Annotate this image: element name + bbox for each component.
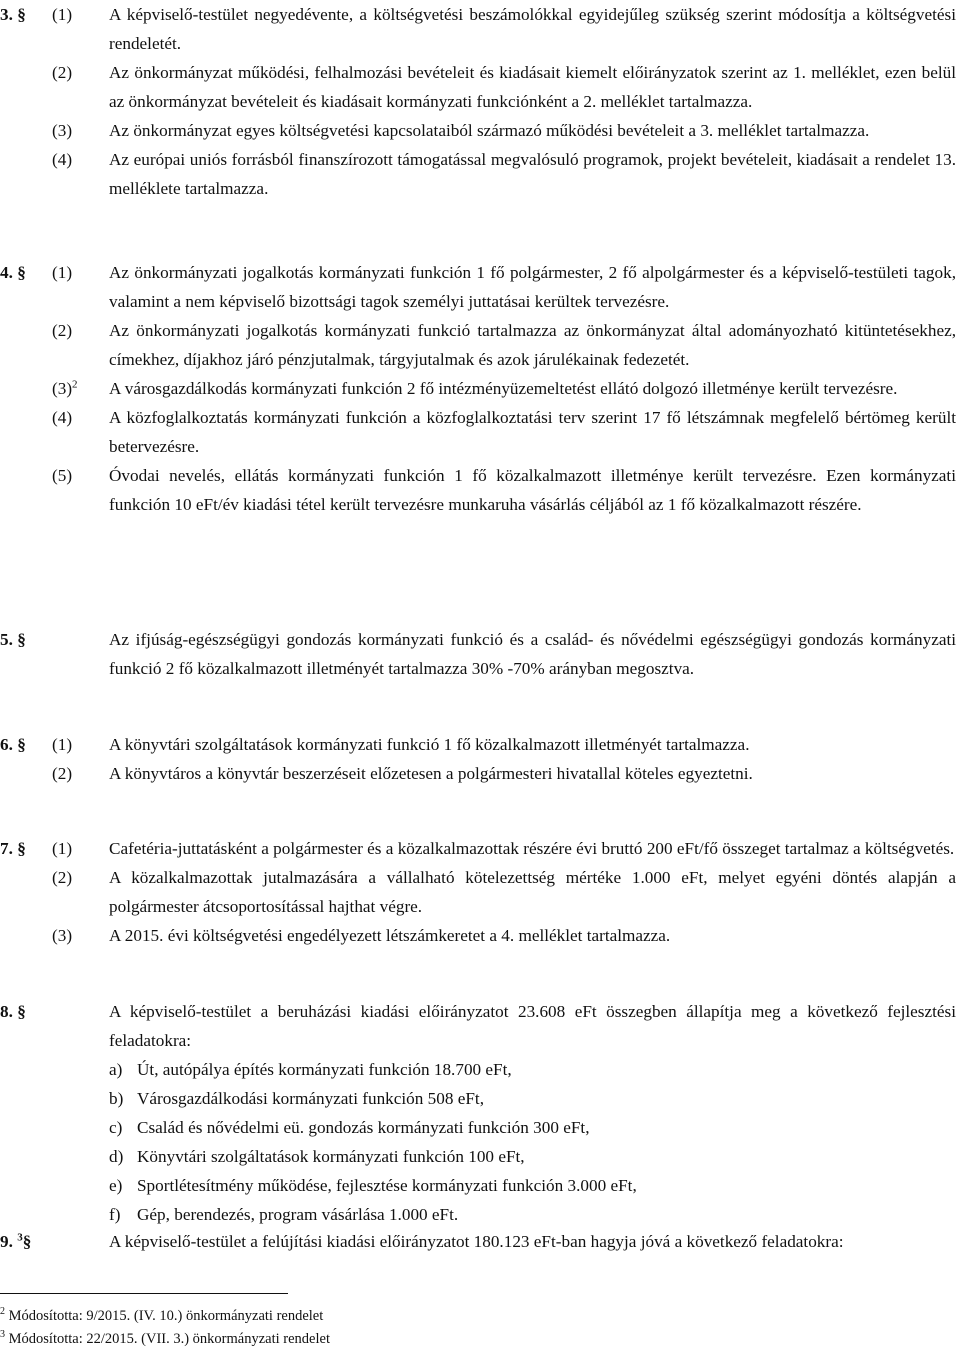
footnote-ref[interactable]: 2 (72, 378, 78, 391)
footnote-ref[interactable]: 3 (17, 1231, 23, 1244)
section-number: 9. $^3$§ (0, 1231, 32, 1251)
paragraph-number: (4) (52, 150, 73, 169)
paragraph (0, 625, 960, 683)
task-list (0, 1055, 960, 1229)
footnote-text: Módosította: 22/2015. (VII. 3.) önkormányzati rendelet (8, 1331, 330, 1347)
footnote (0, 1305, 330, 1328)
footnotes (0, 1305, 330, 1351)
paragraph (0, 997, 960, 1055)
paragraph (0, 116, 960, 145)
paragraph-text: Az önkormányzati jogalkotás kormányzati funkció tartalmazza az önkormányzat által adományozható kitüntetésekhez, címekhez, díjakhoz járó pénzjutalmak, tárgyjutalmak és azok járulékainak fedezetét. (109, 321, 956, 369)
list-item (109, 1142, 956, 1171)
list-text: Könyvtári szolgáltatások kormányzati funkción 100 eFt, (137, 1147, 525, 1166)
paragraph (0, 863, 960, 921)
section-7 (0, 834, 960, 950)
paragraph (0, 58, 960, 116)
paragraph (0, 759, 960, 788)
footnote-text: Módosította: 9/2015. (IV. 10.) önkormányzati rendelet (8, 1308, 324, 1324)
list-label: f) (109, 1205, 121, 1224)
paragraph-text: A képviselő-testület negyedévente, a költségvetési beszámolókkal egyidejűleg szükség szerint módosítja a költségvetési rendeletét. (109, 5, 956, 53)
paragraph-text: Cafetéria-juttatásként a polgármester és a közalkalmazottak részére évi bruttó 200 eFt/fő összeget tartalmaz a költségvetés. (109, 839, 955, 858)
paragraph-number: (5) (52, 466, 73, 485)
section-4 (0, 258, 960, 519)
paragraph-number: (2) (52, 63, 73, 82)
section-6 (0, 730, 960, 788)
list-item (109, 1113, 956, 1142)
footnote (0, 1328, 330, 1351)
list-text: Család és nővédelmi eü. gondozás kormányzati funkción 300 eFt, (137, 1118, 590, 1137)
list-label: b) (109, 1089, 124, 1108)
paragraph-number: (2) (52, 764, 73, 783)
section-number: 5. § (0, 630, 26, 649)
section-number: 7. § (0, 839, 26, 858)
paragraph (0, 921, 960, 950)
list-text: Sportlétesítmény működése, fejlesztése kormányzati funkción 3.000 eFt, (137, 1176, 637, 1195)
paragraph-number: (1) (52, 735, 73, 754)
paragraph-number: (1) (52, 5, 73, 24)
paragraph-number: (3) (52, 926, 73, 945)
section-3 (0, 0, 960, 203)
paragraph (0, 730, 960, 759)
paragraph-number: (3) (52, 121, 73, 140)
paragraph-text: A könyvtáros a könyvtár beszerzéseit előzetesen a polgármesteri hivatallal köteles egyeztetni. (109, 764, 753, 783)
section-number: 8. § (0, 1002, 26, 1021)
section-number: 3. § (0, 5, 26, 24)
paragraph-text: Az európai uniós forrásból finanszírozott támogatással megvalósuló programok, projekt bevételeit, kiadásait a rendelet 13. melléklete tartalmazza. (109, 150, 956, 198)
list-item (109, 1084, 956, 1113)
section-9 (0, 1227, 960, 1256)
footnote-number: 3 (0, 1329, 5, 1341)
paragraph (0, 0, 960, 58)
list-label: e) (109, 1176, 123, 1195)
paragraph-text: Az önkormányzati jogalkotás kormányzati funkción 1 fő polgármester, 2 fő alpolgármester és a képviselő-testületi tagok, valamint a nem képviselő bizottsági tagok személyi juttatásai kerültek tervezésre. (109, 263, 956, 311)
section-8 (0, 997, 960, 1229)
paragraph-text: Óvodai nevelés, ellátás kormányzati funkción 1 fő közalkalmazott illetménye került tervezésre. Ezen kormányzati funkción 10 eFt/év kiadási tétel került tervezésre munkaruha vásárlás céljából az 1 fő közalkalmazott részére. (109, 466, 956, 514)
paragraph (0, 316, 960, 374)
list-text: Út, autópálya építés kormányzati funkción 18.700 eFt, (137, 1060, 512, 1079)
paragraph-number: $(3)^2$ (52, 378, 78, 398)
list-text: Gép, berendezés, program vásárlása 1.000 eFt. (137, 1205, 459, 1224)
paragraph-text: Az önkormányzat egyes költségvetési kapcsolataiból származó működési bevételeit a 3. melléklet tartalmazza. (109, 121, 870, 140)
list-item (109, 1055, 956, 1084)
footnote-divider (0, 1293, 288, 1294)
footnote-number: 2 (0, 1306, 5, 1318)
list-label: d) (109, 1147, 124, 1166)
paragraph (0, 834, 960, 863)
paragraph-text: A 2015. évi költségvetési engedélyezett létszámkeretet a 4. melléklet tartalmazza. (109, 926, 671, 945)
paragraph-number: (1) (52, 263, 73, 282)
paragraph-text: A közfoglalkoztatás kormányzati funkción a közfoglalkoztatási terv szerint 17 fő létszámnak megfelelő bértömeg került betervezésre. (109, 408, 956, 456)
list-item (109, 1200, 956, 1229)
list-label: a) (109, 1060, 123, 1079)
paragraph (0, 461, 960, 519)
paragraph (0, 1227, 960, 1256)
list-item (109, 1171, 956, 1200)
paragraph (0, 258, 960, 316)
paragraph (0, 145, 960, 203)
section-5 (0, 625, 960, 683)
paragraph-text: A közalkalmazottak jutalmazására a vállalható kötelezettség mértéke 1.000 eFt, melyet egyéni döntés alapján a polgármester átcsoportosítással hajthat végre. (109, 868, 956, 916)
paragraph-number: (1) (52, 839, 73, 858)
section-number: 4. § (0, 263, 26, 282)
paragraph-number: (2) (52, 321, 73, 340)
paragraph-text: A városgazdálkodás kormányzati funkción 2 fő intézményüzemeltetést ellátó dolgozó illetménye került tervezésre. (109, 379, 898, 398)
list-text: Városgazdálkodási kormányzati funkción 508 eFt, (137, 1089, 484, 1108)
paragraph-number: (2) (52, 868, 73, 887)
paragraph (0, 374, 960, 403)
paragraph-text: A képviselő-testület a beruházási kiadási előirányzatot 23.608 eFt összegben állapítja meg a következő fejlesztési feladatokra: (109, 1002, 956, 1050)
paragraph-text: Az önkormányzat működési, felhalmozási bevételeit és kiadásait kiemelt előirányzatok szerint az 1. melléklet, ezen belül az önkormányzat bevételeit és kiadásait kormányzati funkciónként a 2. melléklet tartalmazza. (109, 63, 956, 111)
paragraph-text: A könyvtári szolgáltatások kormányzati funkció 1 fő közalkalmazott illetményét tartalmazza. (109, 735, 750, 754)
paragraph-number: (4) (52, 408, 73, 427)
section-number: 6. § (0, 735, 26, 754)
paragraph-text: A képviselő-testület a felújítási kiadási előirányzatot 180.123 eFt-ban hagyja jóvá a következő feladatokra: (109, 1232, 844, 1251)
paragraph (0, 403, 960, 461)
paragraph-text: Az ifjúság-egészségügyi gondozás kormányzati funkció és a család- és nővédelmi egészségügyi gondozás kormányzati funkció 2 fő közalkalmazott illetményét tartalmazza 30% -70% arányban megosztva. (109, 630, 956, 678)
list-label: c) (109, 1118, 123, 1137)
